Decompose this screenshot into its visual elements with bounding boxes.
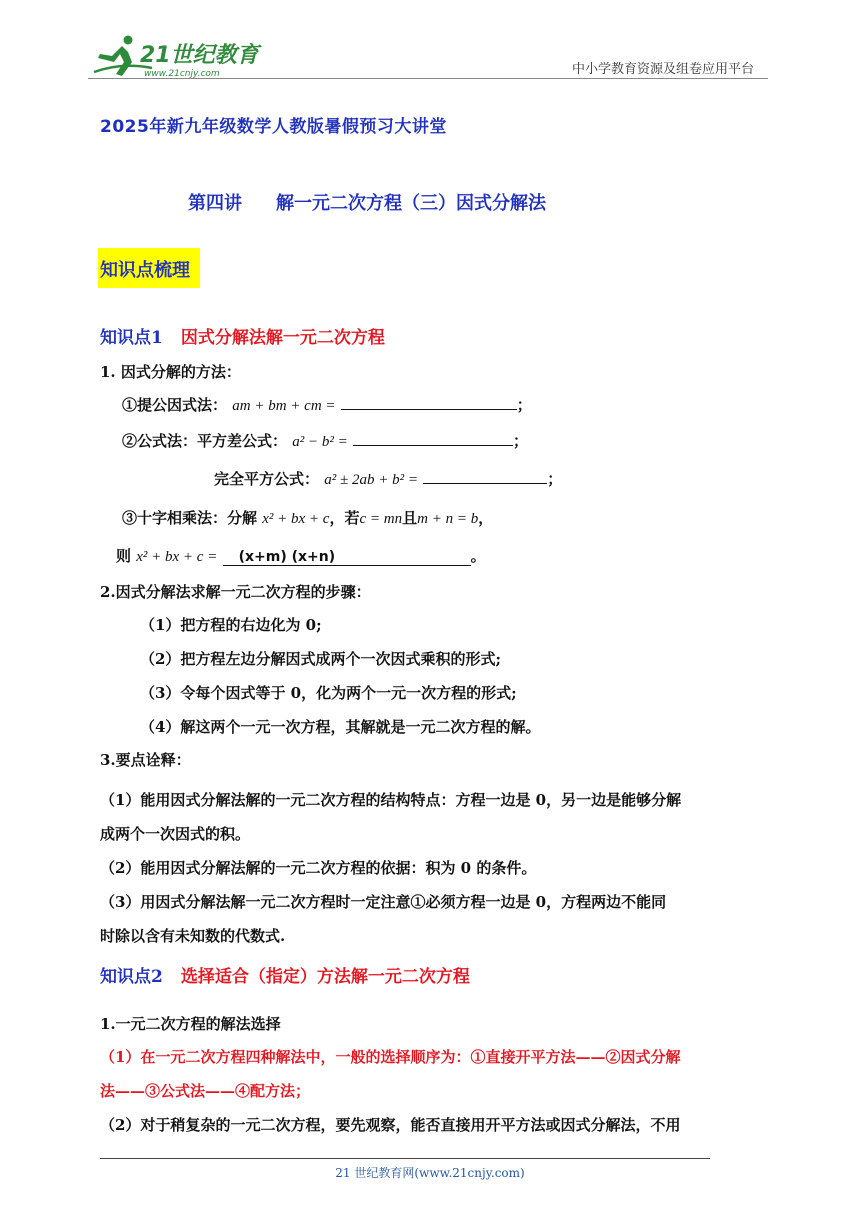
method-1: ①提公因式法： am + bm + cm = ； — [122, 396, 532, 414]
method-2-label: ②公式法：平方差公式： — [122, 432, 288, 450]
note-2: （2）能用因式分解法解的一元二次方程的依据：积为 0 的条件。 — [100, 859, 537, 877]
method-3-then: 则 — [116, 547, 132, 565]
method-1-label: ①提公因式法： — [122, 396, 228, 414]
section-banner: 知识点梳理 — [100, 260, 190, 281]
note-3a: （3）用因式分解法解一元二次方程时一定注意①必须方程一边是 0，方程两边不能同 — [100, 893, 667, 911]
document-title: 2025年新九年级数学人教版暑假预习大讲堂 — [100, 117, 447, 137]
note-1a: （1）能用因式分解法解的一元二次方程的结构特点：方程一边是 0，另一边是能够分解 — [100, 791, 682, 809]
step-item: （1）把方程的右边化为 0; — [140, 616, 322, 634]
method-3-answer: (x+m) (x+n) — [223, 549, 471, 566]
method-2: ②公式法：平方差公式： a² − b² = ； — [122, 432, 528, 450]
method-3-period: 。 — [470, 547, 486, 565]
method-2-expr: a² − b² = — [292, 434, 348, 450]
method-3-expr1: x² + bx + c — [262, 511, 330, 527]
step-item: （3）令每个因式等于 0，化为两个一元一次方程的形式; — [140, 684, 517, 702]
lecture-title — [188, 189, 546, 215]
method-1-blank[interactable] — [341, 395, 517, 410]
note-3b: 时除以含有未知数的代数式. — [100, 927, 286, 945]
logo — [92, 32, 267, 80]
kp2-p1a — [100, 1046, 680, 1067]
kp2-p2: （2）对于稍复杂的一元二次方程，要先观察，能否直接用开平方法或因式分解法，不用 — [100, 1116, 681, 1134]
kp1-title — [100, 323, 385, 348]
method-2b-blank[interactable] — [423, 469, 547, 484]
runner-logo-icon — [92, 32, 267, 80]
method-3-end: ， — [478, 509, 494, 527]
notes-heading: 3.要点诠释： — [100, 751, 191, 769]
method-2b-label: 完全平方公式： — [214, 470, 320, 488]
note-1b: 成两个一次因式的积。 — [100, 825, 251, 843]
method-1-expr: am + bm + cm = — [232, 398, 336, 414]
step-item: （2）把方程左边分解因式成两个一次因式乘积的形式; — [140, 650, 501, 668]
footer-divider — [100, 1158, 710, 1159]
method-2b: 完全平方公式： a² ± 2ab + b² = ； — [214, 470, 563, 488]
platform-name: 中小学教育资源及组卷应用平台 — [572, 62, 755, 77]
method-3-result — [116, 545, 486, 566]
kp2-heading: 1.一元二次方程的解法选择 — [100, 1015, 281, 1033]
lecture-name: 解一元二次方程（三）因式分解法 — [276, 193, 546, 214]
logo-url: www.21cnjy.com — [144, 69, 220, 79]
kp2-p1a-red: ①直接开平方法——②因式分解 — [470, 1048, 681, 1066]
kp2-p1a-black: （1）在一元二次方程四种解法中，一般的选择顺序为： — [100, 1048, 471, 1066]
steps-heading: 2.因式分解法求解一元二次方程的步骤： — [100, 583, 371, 601]
method-2b-expr: a² ± 2ab + b² = — [324, 472, 418, 488]
methods-heading: 1. 因式分解的方法： — [100, 363, 241, 381]
kp2-label: 知识点2 — [100, 967, 163, 987]
kp2-p1b: 法——③公式法——④配方法； — [100, 1082, 311, 1100]
kp2-name: 选择适合（指定）方法解一元二次方程 — [180, 967, 470, 987]
header-divider — [88, 78, 768, 79]
method-2-blank[interactable] — [353, 431, 513, 446]
kp2-title — [100, 962, 470, 987]
method-3-mid: ，若 — [329, 509, 360, 527]
method-3-expr2: c = mn — [359, 511, 403, 527]
logo-text: 21世纪教育 — [140, 43, 259, 68]
method-3-and: 且 — [402, 509, 418, 527]
lecture-number: 第四讲 — [188, 193, 242, 214]
method-3-expr4: x² + bx + c = — [136, 549, 218, 565]
footer-text: 21 世纪教育网(www.21cnjy.com) — [335, 1166, 525, 1180]
kp1-label: 知识点1 — [100, 328, 163, 348]
method-3-label: ③十字相乘法：分解 — [122, 509, 258, 527]
method-3-expr3: m + n = b — [417, 511, 479, 527]
kp1-name: 因式分解法解一元二次方程 — [180, 328, 385, 348]
step-item: （4）解这两个一元一次方程，其解就是一元二次方程的解。 — [140, 718, 541, 736]
method-3 — [122, 507, 493, 528]
